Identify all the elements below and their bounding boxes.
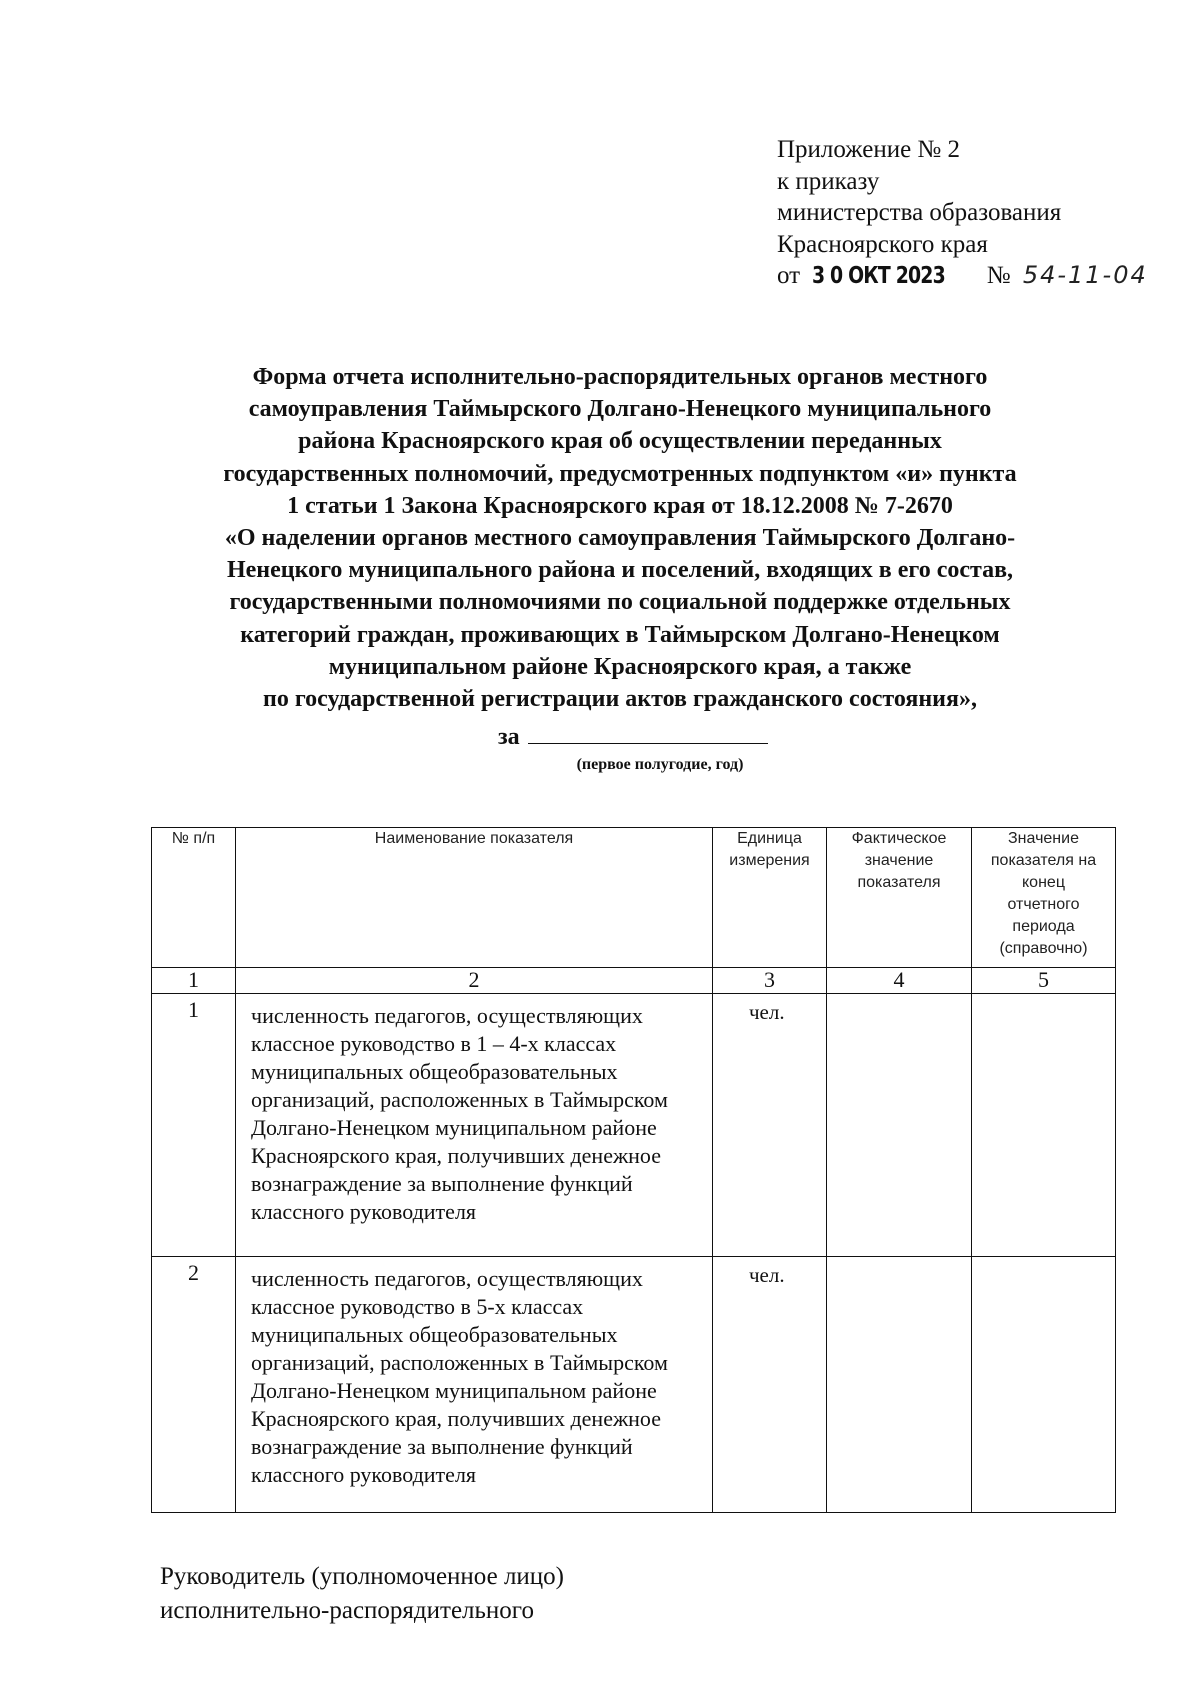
appendix-line-3: министерства образования xyxy=(777,199,1062,226)
form-title xyxy=(130,361,1110,715)
signature-line-1: Руководитель (уполномоченное лицо) xyxy=(160,1563,565,1590)
title-line: категорий граждан, проживающих в Таймырском Долгано-Ненецком xyxy=(240,621,1000,648)
table-header-row xyxy=(152,828,1116,968)
indicator-name: численность педагогов, осуществляющих классное руководство в 5-х классах муниципальных общеобразовательных организаций, расположенных в Таймырском Долгано-Ненецком муниципальном районе Красноярского края, получивших денежное вознаграждение за выполнение функций классного руководителя xyxy=(236,1257,713,1513)
title-line: Форма отчета исполнительно-распорядительных органов местного xyxy=(252,364,988,390)
signature-line-2: исполнительно-распорядительного xyxy=(160,1597,534,1624)
date-stamp: 3 0 ОКТ 2023 xyxy=(812,263,946,289)
title-line: по государственной регистрации актов гражданского состояния», xyxy=(263,686,977,713)
title-line: самоуправления Таймырского Долгано-Ненецкого муниципального xyxy=(248,396,992,423)
title-line: государственных полномочий, предусмотренных подпунктом «и» пункта xyxy=(223,460,1017,487)
column-number-row xyxy=(152,968,1116,994)
actual-value-cell[interactable] xyxy=(827,1257,972,1513)
header-number: № п/п xyxy=(152,828,236,968)
row-number: 1 xyxy=(152,994,236,1257)
header-indicator-name: Наименование показателя xyxy=(236,828,713,968)
column-number: 5 xyxy=(972,968,1116,994)
title-line: 1 статьи 1 Закона Красноярского края от 18.12.2008 № 7-2670 xyxy=(287,492,953,519)
table-row xyxy=(152,1257,1116,1513)
actual-value-cell[interactable] xyxy=(827,994,972,1257)
column-number: 2 xyxy=(236,968,713,994)
title-line: района Красноярского края об осуществлении переданных xyxy=(298,428,942,455)
header-end-period-value: Значение показателя на конец отчетного периода (справочно) xyxy=(972,828,1116,968)
title-line: государственными полномочиями по социальной поддержке отдельных xyxy=(229,589,1011,616)
title-line: муниципальном районе Красноярского края, а также xyxy=(328,653,912,680)
report-table xyxy=(151,827,1116,1513)
end-period-value-cell[interactable] xyxy=(972,994,1116,1257)
end-period-value-cell[interactable] xyxy=(972,1257,1116,1513)
indicator-name: численность педагогов, осуществляющих классное руководство в 1 – 4-х классах муниципальных общеобразовательных организаций, расположенных в Таймырском Долгано-Ненецком муниципальном районе Красноярского края, получивших денежное вознаграждение за выполнение функций классного руководителя xyxy=(236,994,713,1257)
column-number: 1 xyxy=(152,968,236,994)
row-number: 2 xyxy=(152,1257,236,1513)
number-sign: № xyxy=(986,262,1011,289)
period-hint: (первое полугодие, год) xyxy=(576,756,744,773)
table-row xyxy=(152,994,1116,1257)
column-number: 4 xyxy=(827,968,972,994)
report-period xyxy=(498,722,768,752)
title-line: «О наделении органов местного самоуправления Таймырского Долгано- xyxy=(224,525,1016,552)
period-prefix: за xyxy=(498,724,520,750)
period-blank-field[interactable] xyxy=(528,725,768,744)
signature-block xyxy=(160,1560,564,1628)
order-date-line xyxy=(777,260,1148,293)
appendix-block xyxy=(777,134,1148,293)
unit-of-measure: чел. xyxy=(713,1257,827,1513)
appendix-line-4: Красноярского края xyxy=(777,230,988,258)
unit-of-measure: чел. xyxy=(713,994,827,1257)
appendix-line-1: Приложение № 2 xyxy=(777,136,961,163)
date-prefix: от xyxy=(777,262,801,289)
column-number: 3 xyxy=(713,968,827,994)
header-unit: Единица измерения xyxy=(713,828,827,968)
handwritten-order-number: 54-11-04 xyxy=(1022,261,1148,289)
appendix-line-2: к приказу xyxy=(777,167,880,195)
header-actual-value: Фактическое значение показателя xyxy=(827,828,972,968)
title-line: Ненецкого муниципального района и поселений, входящих в его состав, xyxy=(226,557,1014,584)
